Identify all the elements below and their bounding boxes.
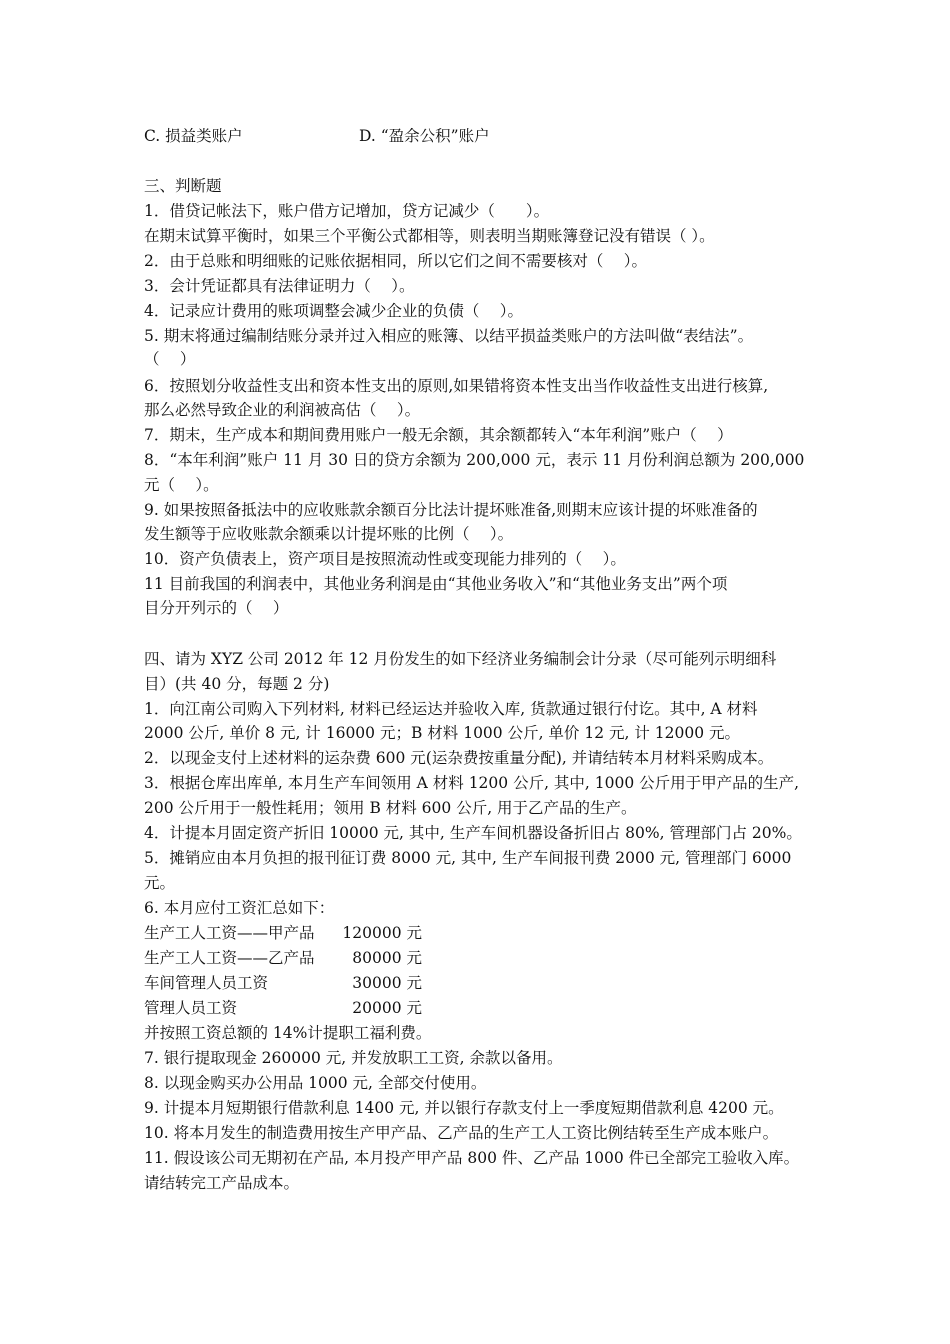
question-line: 发生额等于应收账款余额乘以计提坏账的比例（ ）。	[144, 525, 514, 543]
task-line: 3．根据仓库出库单, 本月生产车间领用 A 材料 1200 公斤, 其中, 1000 公斤用于甲产品的生产,	[144, 774, 800, 792]
task-line: 11. 假设该公司无期初在产品, 本月投产甲产品 800 件、乙产品 1000 件已全部完工验收入库。	[144, 1149, 800, 1167]
question-line: 11 目前我国的利润表中，其他业务利润是由“其他业务收入”和“其他业务支出”两个项	[144, 575, 728, 593]
question-line: 6．按照划分收益性支出和资本性支出的原则,如果错将资本性支出当作收益性支出进行核算,	[144, 377, 769, 395]
question-line: 在期末试算平衡时，如果三个平衡公式都相等，则表明当期账簿登记没有错误（ ）。	[144, 227, 715, 245]
question-line: 9. 如果按照备抵法中的应收账款余额百分比法计提坏账准备,则期末应该计提的坏账准备的	[144, 501, 758, 519]
section-4-title: 四、请为 XYZ 公司 2012 年 12 月份发生的如下经济业务编制会计分录（尽可能列示明细科	[144, 650, 777, 668]
task-line: 1．向江南公司购入下列材料, 材料已经运达并验收入库, 货款通过银行付讫。其中, A 材料	[144, 700, 758, 718]
question-line: 2．由于总账和明细账的记账依据相同，所以它们之间不需要核对（ ）。	[144, 252, 648, 270]
wage-item-amount: 120000 元	[342, 924, 422, 942]
task-line: 7. 银行提取现金 260000 元, 并发放职工工资, 余款以备用。	[144, 1049, 563, 1067]
section-3-title: 三、判断题	[144, 177, 222, 195]
question-line: （ ）	[144, 350, 196, 368]
question-line: 1．借贷记帐法下，账户借方记增加，贷方记减少（ ）。	[144, 202, 550, 220]
question-line: 3．会计凭证都具有法律证明力（ ）。	[144, 277, 415, 295]
wage-item-name: 生产工人工资——乙产品	[144, 949, 315, 967]
question-line: 4．记录应计费用的账项调整会减少企业的负债（ ）。	[144, 302, 524, 320]
wage-item-name: 管理人员工资	[144, 999, 238, 1017]
task-line: 元。	[144, 874, 176, 892]
section-4-title-cont: 目）(共 40 分，每题 2 分)	[144, 675, 330, 693]
option-d: D. “盈余公积”账户	[359, 127, 490, 145]
wage-item-amount: 20000 元	[352, 999, 422, 1017]
task-line: 10. 将本月发生的制造费用按生产甲产品、乙产品的生产工人工资比例结转至生产成本账户。	[144, 1124, 779, 1142]
task-line: 2000 公斤, 单价 8 元, 计 16000 元；B 材料 1000 公斤, 单价 12 元, 计 12000 元。	[144, 724, 741, 742]
task-line: 200 公斤用于一般性耗用；领用 B 材料 600 公斤, 用于乙产品的生产。	[144, 799, 637, 817]
question-line: 7．期末，生产成本和期间费用账户一般无余额，其余额都转入“本年利润”账户（ ）	[144, 426, 733, 444]
wage-item-amount: 80000 元	[352, 949, 422, 967]
task-line: 5．摊销应由本月负担的报刊征订费 8000 元, 其中, 生产车间报刊费 2000 元, 管理部门 6000	[144, 849, 792, 867]
question-line: 那么必然导致企业的利润被高估（ ）。	[144, 401, 421, 419]
task-line: 请结转完工产品成本。	[144, 1174, 300, 1192]
wage-item-name: 生产工人工资——甲产品	[144, 924, 315, 942]
task-line: 4．计提本月固定资产折旧 10000 元, 其中, 生产车间机器设备折旧占 80%, 管理部门占 20%。	[144, 824, 802, 842]
question-line: 目分开列示的（ ）	[144, 599, 289, 617]
task-line: 2．以现金支付上述材料的运杂费 600 元(运杂费按重量分配), 并请结转本月材料采购成本。	[144, 749, 774, 767]
task-line: 并按照工资总额的 14%计提职工福利费。	[144, 1024, 432, 1042]
option-c: C. 损益类账户	[144, 127, 243, 145]
task-line: 8. 以现金购买办公用品 1000 元, 全部交付使用。	[144, 1074, 487, 1092]
question-line: 元（ ）。	[144, 476, 219, 494]
question-line: 10．资产负债表上，资产项目是按照流动性或变现能力排列的（ ）。	[144, 550, 626, 568]
task-line: 9. 计提本月短期银行借款利息 1400 元, 并以银行存款支付上一季度短期借款利息 4200 元。	[144, 1099, 784, 1117]
question-line: 5. 期末将通过编制结账分录并过入相应的账簿、以结平损益类账户的方法叫做“表结法”。	[144, 327, 754, 345]
wage-item-amount: 30000 元	[352, 974, 422, 992]
wage-item-name: 车间管理人员工资	[144, 974, 269, 992]
task-line: 6. 本月应付工资汇总如下：	[144, 899, 335, 917]
question-line: 8．“本年利润”账户 11 月 30 日的贷方余额为 200,000 元，表示 11 月份利润总额为 200,000	[144, 451, 805, 469]
